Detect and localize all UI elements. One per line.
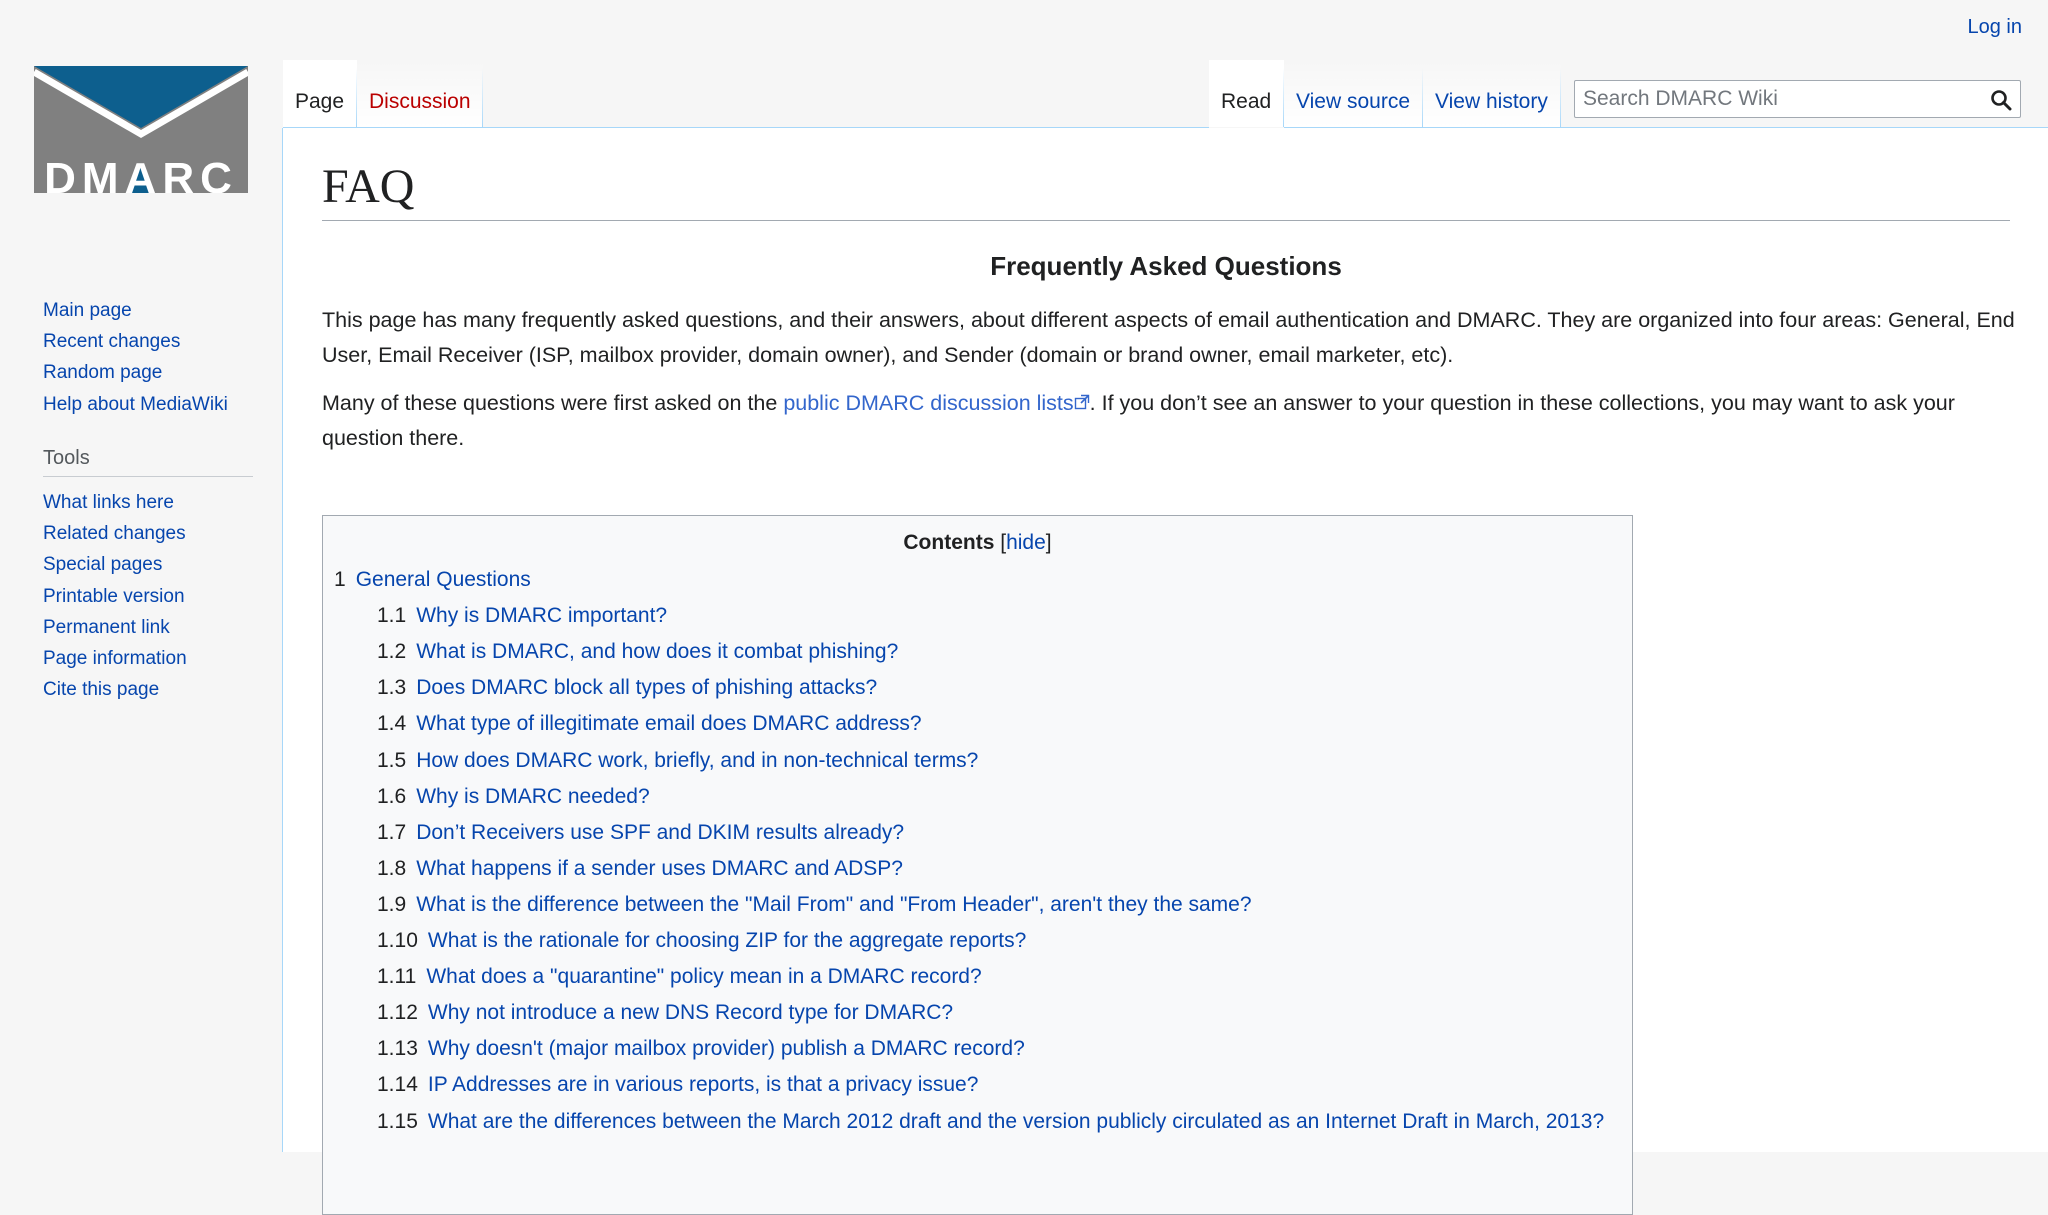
toc-entry[interactable] <box>377 676 877 700</box>
tab-discussion[interactable] <box>357 60 483 127</box>
toc-title-row <box>323 531 1632 555</box>
toc-entry-number: 1.1 <box>377 604 407 628</box>
toc-entry[interactable] <box>334 568 531 592</box>
tab-view-history[interactable] <box>1423 60 1561 127</box>
toc-entry[interactable] <box>377 1001 953 1025</box>
toc-heading: Contents <box>903 531 995 554</box>
toc-entry-link[interactable]: What type of illegitimate email does DMARC address? <box>416 712 922 736</box>
toc-toggle <box>1000 531 1051 554</box>
sidebar-nav-link[interactable]: Main page <box>43 300 132 321</box>
toc-entry-link[interactable]: What is DMARC, and how does it combat phishing? <box>416 640 899 664</box>
toc-entry[interactable] <box>377 821 904 845</box>
sidebar-tools-link[interactable]: What links here <box>43 492 174 513</box>
toc-entry-number: 1.11 <box>377 965 417 989</box>
toc-entry[interactable] <box>377 604 667 628</box>
sidebar-tools-link[interactable]: Special pages <box>43 554 163 576</box>
toc-entry-link[interactable]: Does DMARC block all types of phishing attacks? <box>416 676 878 700</box>
toc-entry-link[interactable]: How does DMARC work, briefly, and in non-technical terms? <box>416 748 979 772</box>
discussion-lists-link[interactable] <box>783 391 1089 415</box>
sidebar-tools <box>43 447 253 705</box>
toc-entry[interactable] <box>377 1073 978 1097</box>
toc-entry-number: 1.14 <box>377 1073 418 1097</box>
toc-entry-number: 1.3 <box>377 676 407 700</box>
toc-entry[interactable] <box>377 712 922 736</box>
toc-entry-link[interactable]: Don’t Receivers use SPF and DKIM results already? <box>416 820 905 844</box>
dmarc-logo-image <box>34 66 248 193</box>
toc-entry[interactable] <box>377 785 650 809</box>
para2-text-after: . If you don’t see an answer to your question in these collections, you may want to ask your question there. <box>322 391 1955 450</box>
tab-discussion-label: Discussion <box>369 90 471 113</box>
toc-entry-link[interactable]: General Questions <box>355 568 531 591</box>
toc-entry-number: 1.4 <box>377 712 407 736</box>
logo-text: DMARC <box>44 154 238 193</box>
discussion-paragraph <box>322 386 2022 456</box>
tab-read-label: Read <box>1221 90 1272 113</box>
toc-entry-number: 1.9 <box>377 892 407 916</box>
discussion-lists-link-text: public DMARC discussion lists <box>783 391 1074 415</box>
sidebar-nav-link[interactable]: Random page <box>43 362 163 384</box>
toc-hide-link[interactable]: hide <box>1006 531 1046 554</box>
toc-entry-link[interactable]: IP Addresses are in various reports, is that a privacy issue? <box>427 1073 979 1097</box>
sidebar-tools-link[interactable]: Related changes <box>43 523 186 545</box>
tab-view-source[interactable] <box>1284 60 1423 127</box>
section-subheading: Frequently Asked Questions <box>990 251 1342 281</box>
toc-entry-number: 1.6 <box>377 784 407 808</box>
para2-text-before: Many of these questions were first asked on the <box>322 391 784 415</box>
toc-entry-number: 1.13 <box>377 1037 418 1061</box>
toc-entry-link[interactable]: What does a "quarantine" policy mean in a DMARC record? <box>426 965 982 989</box>
toc-entry[interactable] <box>377 857 903 881</box>
toc-entry-link[interactable]: Why doesn't (major mailbox provider) publish a DMARC record? <box>427 1037 1025 1061</box>
toc-entry[interactable] <box>377 1110 1604 1134</box>
search-icon[interactable] <box>1990 89 2012 111</box>
toc-entry-number: 1.2 <box>377 640 407 664</box>
tab-read[interactable] <box>1209 60 1284 127</box>
toc-toggle-open-bracket: [ <box>1000 531 1007 554</box>
sidebar-nav-link[interactable]: Help about MediaWiki <box>43 393 228 415</box>
toc-entry[interactable] <box>377 749 978 773</box>
toc-entry[interactable] <box>377 640 898 664</box>
sidebar-tools-link[interactable]: Cite this page <box>43 679 160 701</box>
toc-entry-link[interactable]: What happens if a sender uses DMARC and ADSP? <box>416 856 903 880</box>
toc-entry-number: 1.7 <box>377 820 407 844</box>
toc-entry-link[interactable]: Why is DMARC needed? <box>416 784 650 808</box>
toc-entry[interactable] <box>377 929 1026 953</box>
toc-entry-link[interactable]: What is the difference between the "Mail From" and "From Header", aren't they the same? <box>416 892 1252 916</box>
tab-page[interactable] <box>283 60 357 127</box>
toc-entry[interactable] <box>377 965 982 989</box>
intro-paragraph: This page has many frequently asked questions, and their answers, about different aspects of email authentication and DMARC. They are organized into four areas: General, End User, Email Receiver (ISP, mailbox provider, domain owner), and Sender (domain or brand owner, email marketer, etc). <box>322 308 2015 367</box>
sidebar-navigation <box>43 295 253 420</box>
external-link-icon <box>1074 394 1090 410</box>
sidebar-tools-link[interactable]: Page information <box>43 648 187 670</box>
toc-entry-link[interactable]: Why not introduce a new DNS Record type for DMARC? <box>427 1001 954 1025</box>
toc-entry-link[interactable]: What are the differences between the March 2012 draft and the version publicly circulated as an Internet Draft in March, 2013? <box>427 1109 1605 1133</box>
toc-entry-number: 1.8 <box>377 856 407 880</box>
toc-entry-link[interactable]: Why is DMARC important? <box>416 604 668 628</box>
sidebar-tools-link[interactable]: Permanent link <box>43 616 170 638</box>
main-content <box>282 128 2048 1152</box>
tab-view-history-label: View history <box>1435 90 1548 113</box>
tab-view-source-label: View source <box>1296 90 1411 113</box>
toc-toggle-close-bracket: ] <box>1045 531 1052 554</box>
sidebar-nav-link[interactable]: Recent changes <box>43 331 181 353</box>
page-title: FAQ <box>322 158 2010 221</box>
toc-entry-number: 1.10 <box>377 929 418 952</box>
search-box <box>1574 80 2021 118</box>
toc-entry-number: 1.5 <box>377 748 407 772</box>
sidebar-tools-link[interactable]: Printable version <box>43 585 185 607</box>
table-of-contents <box>322 515 1633 1215</box>
toc-entry[interactable] <box>377 1037 1025 1061</box>
tab-page-label: Page <box>295 90 345 113</box>
tools-heading: Tools <box>43 447 253 477</box>
toc-entry-number: 1.15 <box>377 1109 418 1133</box>
site-logo[interactable] <box>34 66 248 193</box>
personal-tools <box>1968 16 2023 39</box>
search-input[interactable] <box>1581 81 1965 117</box>
toc-entry-number: 1.12 <box>377 1001 418 1025</box>
toc-entry-link[interactable]: What is the rationale for choosing ZIP for the aggregate reports? <box>427 929 1027 952</box>
toc-entry-number: 1 <box>334 568 346 591</box>
login-link[interactable]: Log in <box>1967 16 2022 38</box>
toc-entry[interactable] <box>377 893 1252 917</box>
